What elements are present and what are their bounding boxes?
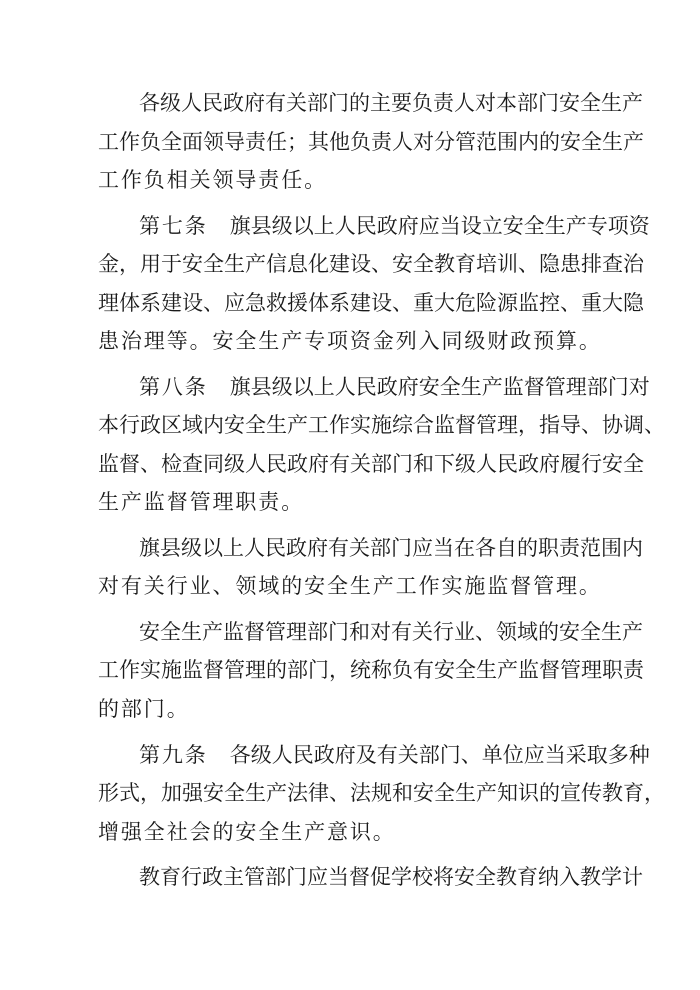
- text-line: 教育行政主管部门应当督促学校将安全教育纳入教学计: [139, 865, 643, 889]
- text-line: 理体系建设、应急救援体系建设、重大危险源监控、重大隐: [98, 291, 644, 315]
- text-line: 的部门。: [98, 697, 190, 721]
- text-line: [139, 211, 650, 241]
- text-line: 对有关行业、领域的安全生产工作实施监督管理。: [98, 574, 602, 598]
- article-text: 各级人民政府及有关部门、单位应当采取多种: [229, 743, 650, 767]
- text-line: 安全生产监督管理部门和对有关行业、领域的安全生产: [139, 620, 643, 644]
- text-line: 各级人民政府有关部门的主要负责人对本部门安全生产: [139, 91, 643, 115]
- text-line: 形式，加强安全生产法律、法规和安全生产知识的宣传教育，: [98, 781, 665, 805]
- article-number: 第九条: [139, 743, 208, 767]
- text-line: 增强全社会的安全生产意识。: [98, 820, 396, 844]
- text-line: [139, 372, 650, 402]
- text-line: 金，用于安全生产信息化建设、安全教育培训、隐患排查治: [98, 252, 644, 276]
- article-number: 第八条: [139, 375, 208, 399]
- text-line: 本行政区域内安全生产工作实施综合监督管理，指导、协调、: [98, 413, 665, 437]
- article-number: 第七条: [139, 214, 208, 238]
- text-line: 工作负全面领导责任；其他负责人对分管范围内的安全生产: [98, 130, 644, 154]
- text-line: 工作实施监督管理的部门，统称负有安全生产监督管理职责: [98, 658, 644, 682]
- text-line: 工作负相关领导责任。: [98, 168, 327, 192]
- text-line: 生产监督管理职责。: [98, 490, 305, 514]
- text-line: 旗县级以上人民政府有关部门应当在各自的职责范围内: [139, 536, 643, 560]
- text-line: 监督、检查同级人民政府有关部门和下级人民政府履行安全: [98, 452, 644, 476]
- text-line: 患治理等。安全生产专项资金列入同级财政预算。: [98, 329, 602, 353]
- article-text: 旗县级以上人民政府应当设立安全生产专项资: [229, 214, 650, 238]
- text-line: [139, 740, 650, 770]
- article-text: 旗县级以上人民政府安全生产监督管理部门对: [229, 375, 650, 399]
